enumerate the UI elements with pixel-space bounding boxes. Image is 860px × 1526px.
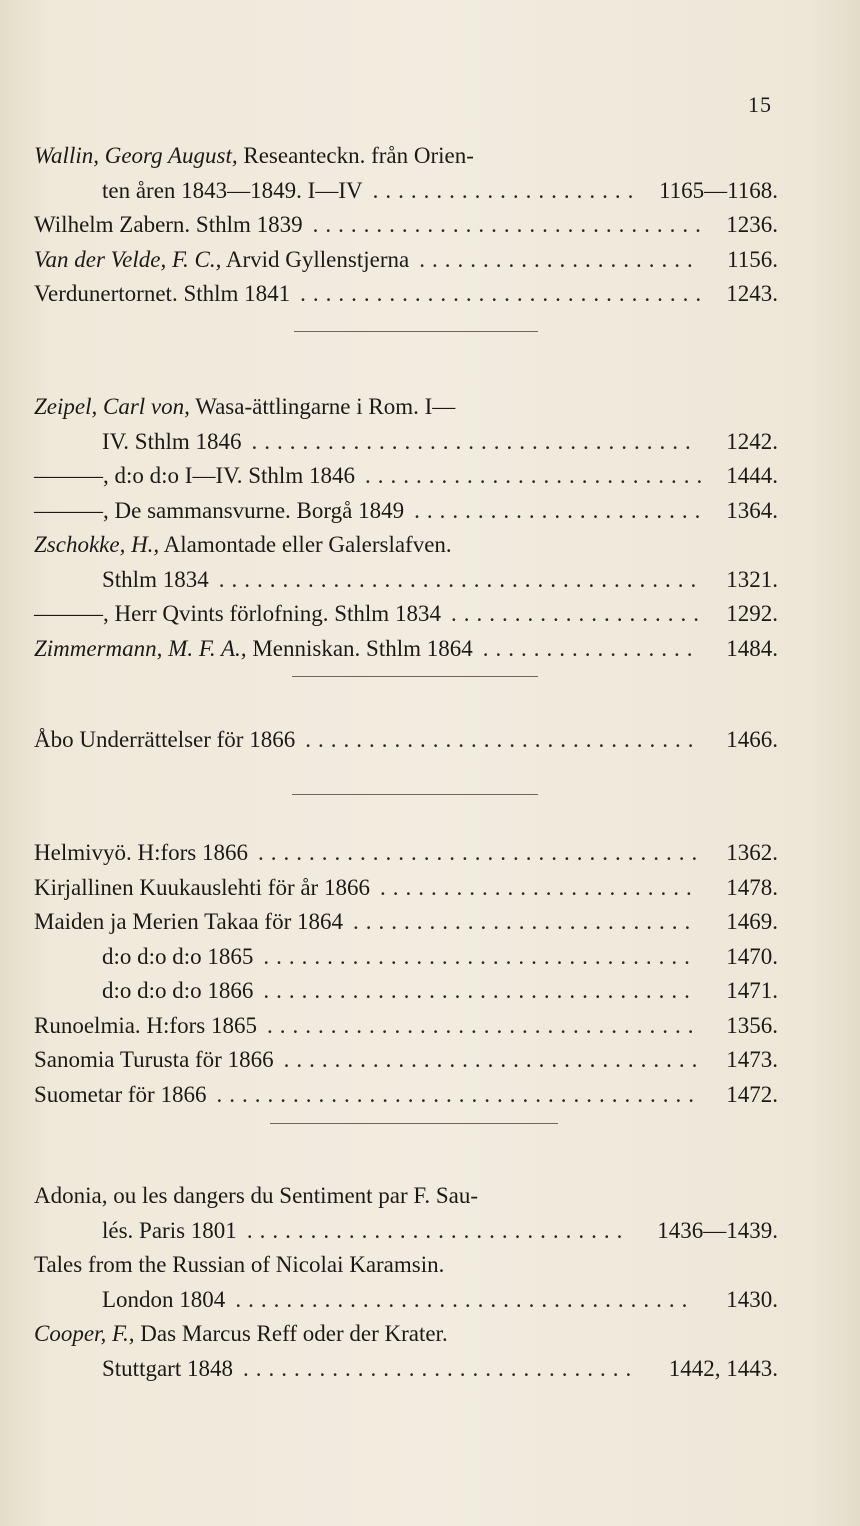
dot-leader: ..................... xyxy=(372,177,641,203)
dot-leader: ................. xyxy=(482,635,700,661)
entry-title: Runoelmia. H:fors 1865 xyxy=(34,1012,257,1038)
index-entry-line xyxy=(34,1352,778,1387)
entry-title: Stuttgart 1848 xyxy=(102,1355,233,1381)
entry-title: Sthlm 1834 xyxy=(102,566,209,592)
entry-title: ———, De sammansvurne. Borgå 1849 xyxy=(34,497,405,523)
dot-leader: .................................. xyxy=(263,978,697,1003)
entry-title: ———, d:o d:o I—IV. Sthlm 1846 xyxy=(34,463,355,488)
section-divider xyxy=(294,331,538,332)
section-divider xyxy=(292,676,538,677)
author-name: Zimmermann, M. F. A., xyxy=(34,635,247,661)
entry-number: 1321. xyxy=(726,566,778,592)
index-entry-line xyxy=(34,390,778,425)
author-name: Cooper, F., xyxy=(34,1321,135,1346)
entry-number: 1165—1168. xyxy=(658,177,778,203)
dot-leader: ............................... xyxy=(312,212,708,237)
entry-title: Menniskan. Sthlm 1864 xyxy=(246,635,473,661)
page-number: 15 xyxy=(748,92,772,117)
entry-title: Alamontade eller Galerslafven. xyxy=(159,532,452,557)
entry-text xyxy=(34,1043,274,1078)
entry-number: 1430. xyxy=(726,1286,778,1312)
dot-leader: ...................................... xyxy=(218,566,704,592)
index-entry-line xyxy=(34,528,778,563)
entry-number: 1484. xyxy=(726,635,778,661)
entry-text xyxy=(102,1352,233,1387)
index-entry-line xyxy=(34,1317,778,1352)
entry-text xyxy=(102,174,363,209)
entry-title: Maiden ja Merien Takaa för 1864 xyxy=(34,909,343,934)
dot-leader: ............................... xyxy=(242,1355,639,1381)
dot-leader: .................................. xyxy=(266,1012,701,1038)
index-entry-line xyxy=(34,139,778,174)
section-divider xyxy=(270,1123,558,1124)
dot-leader: ............................... xyxy=(305,727,701,752)
dot-leader: .................... xyxy=(450,601,706,626)
entry-number: 1436—1439. xyxy=(657,1217,778,1243)
entry-title: London 1804 xyxy=(102,1286,226,1312)
entry-text xyxy=(102,563,209,598)
index-section-z xyxy=(34,390,778,666)
entry-title: Adonia, ou les dangers du Sentiment par F. Sau- xyxy=(34,1183,479,1208)
entry-title: IV. Sthlm 1846 xyxy=(102,428,242,454)
dot-leader: ................................... xyxy=(251,428,698,454)
index-entry-line xyxy=(34,1214,778,1249)
index-entry-line xyxy=(34,1009,778,1044)
entry-text xyxy=(34,723,295,758)
entry-number: 1156. xyxy=(727,246,778,272)
entry-title: Tales from the Russian of Nicolai Karamsin. xyxy=(34,1252,445,1277)
entry-title: Suometar för 1866 xyxy=(34,1081,207,1107)
dot-leader: ...................................... xyxy=(216,1081,701,1107)
entry-text xyxy=(34,459,355,494)
entry-number: 1478. xyxy=(726,874,778,900)
entry-text xyxy=(34,528,452,563)
index-entry-line xyxy=(34,425,778,460)
dot-leader: .............................. xyxy=(246,1217,630,1243)
entry-title: Arvid Gyllenstjerna xyxy=(221,246,410,272)
entry-number: 1362. xyxy=(726,840,778,865)
entry-text xyxy=(34,494,404,529)
entry-title: Wilhelm Zabern. Sthlm 1839 xyxy=(34,212,303,237)
entry-title: ten åren 1843—1849. I—IV xyxy=(102,177,363,203)
entry-number: 1471. xyxy=(726,978,778,1003)
index-entry-line xyxy=(34,1248,778,1283)
index-entry-line xyxy=(34,1283,778,1318)
entry-title: d:o d:o d:o 1866 xyxy=(102,978,254,1003)
entry-title: Kirjallinen Kuukauslehti för år 1866 xyxy=(34,874,370,900)
index-entry-line xyxy=(34,563,778,598)
dot-leader: .................................... xyxy=(235,1286,695,1312)
entry-text xyxy=(34,871,370,906)
entry-title: Verdunertornet. Sthlm 1841 xyxy=(34,281,291,306)
entry-title: d:o d:o d:o 1865 xyxy=(102,943,254,969)
dot-leader: ...................... xyxy=(419,246,700,272)
author-name: Van der Velde, F. C., xyxy=(34,246,222,272)
index-entry-line xyxy=(34,208,778,243)
entry-number: 1292. xyxy=(726,601,778,626)
dot-leader: .................................. xyxy=(263,943,697,969)
index-entry-line xyxy=(34,597,778,632)
author-name: Zschokke, H., xyxy=(34,532,160,557)
entry-number: 1364. xyxy=(726,497,778,523)
entry-number: 1469. xyxy=(726,909,778,934)
entry-title: Helmivyö. H:fors 1866 xyxy=(34,840,249,865)
entry-text xyxy=(34,1317,448,1352)
dot-leader: ................................. xyxy=(283,1047,705,1072)
index-entry-line xyxy=(34,1043,778,1078)
entry-number: 1470. xyxy=(726,943,778,969)
entry-number: 1466. xyxy=(726,727,778,752)
entry-text xyxy=(34,1009,257,1044)
entry-title: Das Marcus Reff oder der Krater. xyxy=(134,1321,448,1346)
dot-leader: ................................ xyxy=(300,281,709,306)
entry-text xyxy=(34,836,248,871)
entry-number: 1472. xyxy=(726,1081,778,1107)
index-section-f xyxy=(34,1179,778,1386)
entry-text xyxy=(34,390,455,425)
entry-text xyxy=(34,1248,444,1283)
dot-leader: ........................... xyxy=(353,909,698,934)
entry-text xyxy=(102,425,242,460)
entry-number: 1243. xyxy=(726,281,778,306)
dot-leader: ................................... xyxy=(258,840,705,865)
dot-leader: ........................... xyxy=(364,463,710,488)
entry-text xyxy=(34,1078,206,1113)
index-section-h xyxy=(34,836,778,1112)
entry-number: 1442, 1443. xyxy=(668,1355,778,1381)
index-entry-line xyxy=(34,871,778,906)
entry-number: 1356. xyxy=(726,1012,778,1038)
entry-title: Reseanteckn. från Orien- xyxy=(237,143,474,168)
index-entry-line xyxy=(34,243,778,278)
section-divider xyxy=(292,794,538,795)
author-name: Zeipel, Carl von, xyxy=(34,394,190,419)
dot-leader: ......................... xyxy=(379,874,699,900)
entry-text xyxy=(34,905,343,940)
dot-leader: ....................... xyxy=(414,497,708,523)
index-entry-line xyxy=(34,723,778,758)
entry-text xyxy=(34,139,474,174)
entry-title: Sanomia Turusta för 1866 xyxy=(34,1047,274,1072)
entry-text xyxy=(102,940,253,975)
index-entry-line xyxy=(34,632,778,667)
index-entry-line xyxy=(34,277,778,312)
entry-number: 1473. xyxy=(726,1047,778,1072)
entry-text xyxy=(34,1179,478,1214)
entry-title: ———, Herr Qvints förlofning. Sthlm 1834 xyxy=(34,601,441,626)
index-entry-line xyxy=(34,174,778,209)
index-entry-line xyxy=(34,1078,778,1113)
index-entry-line xyxy=(34,1179,778,1214)
entry-text xyxy=(34,243,409,278)
entry-text xyxy=(102,1214,237,1249)
index-section-w xyxy=(34,139,778,312)
entry-title: lés. Paris 1801 xyxy=(102,1217,237,1243)
entry-number: 1444. xyxy=(726,463,778,488)
entry-text xyxy=(34,632,473,667)
index-entry-line xyxy=(34,940,778,975)
entry-title: Åbo Underrättelser för 1866 xyxy=(34,727,296,752)
index-entry-line xyxy=(34,974,778,1009)
entry-text xyxy=(102,974,253,1009)
entry-text xyxy=(34,597,441,632)
index-entry-line xyxy=(34,836,778,871)
entry-number: 1236. xyxy=(726,212,778,237)
index-entry-line xyxy=(34,494,778,529)
index-entry-line xyxy=(34,905,778,940)
index-section-a xyxy=(34,723,778,758)
entry-text xyxy=(34,277,290,312)
index-entry-line xyxy=(34,459,778,494)
entry-title: Wasa-ättlingarne i Rom. I— xyxy=(189,394,456,419)
author-name: Wallin, Georg August, xyxy=(34,143,238,168)
entry-text xyxy=(34,208,303,243)
entry-number: 1242. xyxy=(726,428,778,454)
entry-text xyxy=(102,1283,225,1318)
